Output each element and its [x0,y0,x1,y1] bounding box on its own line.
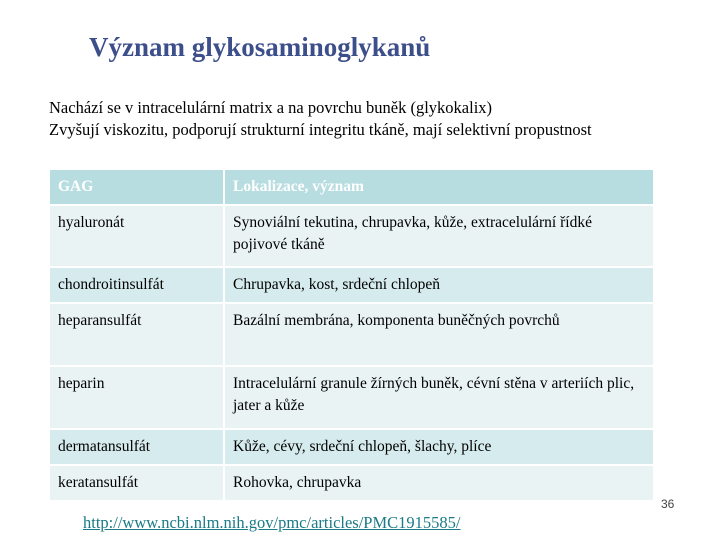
table-row [49,267,654,303]
header-gag: GAG [49,169,224,205]
table-header-row [49,169,654,205]
intro-text [49,97,649,141]
intro-line: Zvyšují viskozitu, podporují strukturní integritu tkáně, mají selektivní propustnost [49,120,592,139]
source-link[interactable]: http://www.ncbi.nlm.nih.gov/pmc/articles/PMC1915585/ [83,513,461,532]
slide-title: Význam glykosaminoglykanů [89,32,431,62]
intro-line: Nachází se v intracelulární matrix a na povrchu buněk (glykokalix) [49,98,493,117]
table-row [49,205,654,267]
localization-cell: Kůže, cévy, srdeční chlopeň, šlachy, plíce [224,429,654,465]
table-row [49,366,654,429]
gag-cell: dermatansulfát [49,429,224,465]
header-localization: Lokalizace, význam [224,169,654,205]
localization-cell: Rohovka, chrupavka [224,465,654,501]
page-number: 36 [661,497,675,511]
gag-cell: hyaluronát [49,205,224,267]
gag-cell: heparansulfát [49,303,224,366]
table-row [49,465,654,501]
table-row [49,429,654,465]
gag-cell: chondroitinsulfát [49,267,224,303]
gag-table [48,168,655,502]
localization-cell: Chrupavka, kost, srdeční chlopeň [224,267,654,303]
gag-cell: heparin [49,366,224,429]
localization-cell: Intracelulární granule žírných buněk, cévní stěna v arteriích plic, jater a kůže [224,366,654,429]
table-row [49,303,654,366]
localization-cell: Bazální membrána, komponenta buněčných povrchů [224,303,654,366]
localization-cell: Synoviální tekutina, chrupavka, kůže, extracelulární řídké pojivové tkáně [224,205,654,267]
gag-cell: keratansulfát [49,465,224,501]
